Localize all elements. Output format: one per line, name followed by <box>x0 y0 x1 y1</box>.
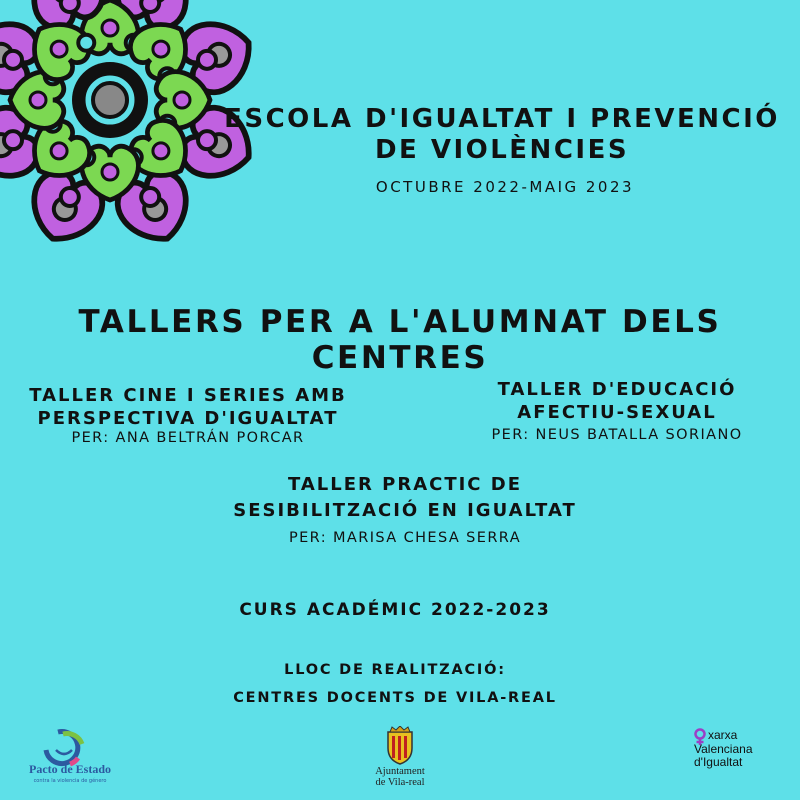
page-title <box>220 104 784 166</box>
xarxa-line-1: xarxa <box>708 728 738 742</box>
pacto-subtitle: contra la violencia de género <box>33 778 107 784</box>
workshop-cine <box>8 384 368 447</box>
workshop-title-line-2: PERSPECTIVA D'IGUALTAT <box>37 408 339 429</box>
ajuntament-line-2: de Vila-real <box>375 777 425 788</box>
workshop-title-line-2: SESIBILITZACIÓ EN IGUALTAT <box>233 500 577 521</box>
workshop-practic <box>190 473 620 547</box>
workshop-title-line-1: TALLER PRACTIC DE <box>287 474 523 495</box>
workshop-presenter: PER: ANA BELTRÁN PORCAR <box>71 430 305 446</box>
workshop-title-line-1: TALLER D'EDUCACIÓ <box>497 379 737 400</box>
venue-value: CENTRES DOCENTS DE VILA-REAL <box>233 690 557 706</box>
workshop-presenter: PER: NEUS BATALLA SORIANO <box>491 427 743 443</box>
date-range: OCTUBRE 2022-MAIG 2023 <box>375 178 635 196</box>
title-line-2: DE VIOLÈNCIES <box>374 135 630 165</box>
ajuntament-crest-icon <box>378 726 422 766</box>
workshop-title-line-2: AFECTIU-SEXUAL <box>517 402 717 423</box>
workshop-title-line-1: TALLER CINE I SERIES AMB <box>29 385 347 406</box>
xarxa-line-3: d'Igualtat <box>694 755 743 769</box>
section-title: TALLERS PER A L'ALUMNAT DELS CENTRES <box>78 304 722 376</box>
venue-label: LLOC DE REALITZACIÓ: <box>284 662 506 678</box>
workshop-presenter: PER: MARISA CHESA SERRA <box>288 530 522 546</box>
xarxa-line-2: Valenciana <box>694 741 753 756</box>
xarxa-name <box>694 729 794 770</box>
workshop-afectiu <box>442 378 792 444</box>
venue <box>200 656 590 712</box>
title-line-1: ESCOLA D'IGUALTAT I PREVENCIÓ <box>224 104 780 134</box>
ajuntament-name <box>355 766 445 788</box>
ajuntament-line-1: Ajuntament <box>375 766 425 777</box>
course-year: CURS ACADÉMIC 2022-2023 <box>239 600 551 620</box>
pacto-name: Pacto de Estado <box>29 762 111 776</box>
